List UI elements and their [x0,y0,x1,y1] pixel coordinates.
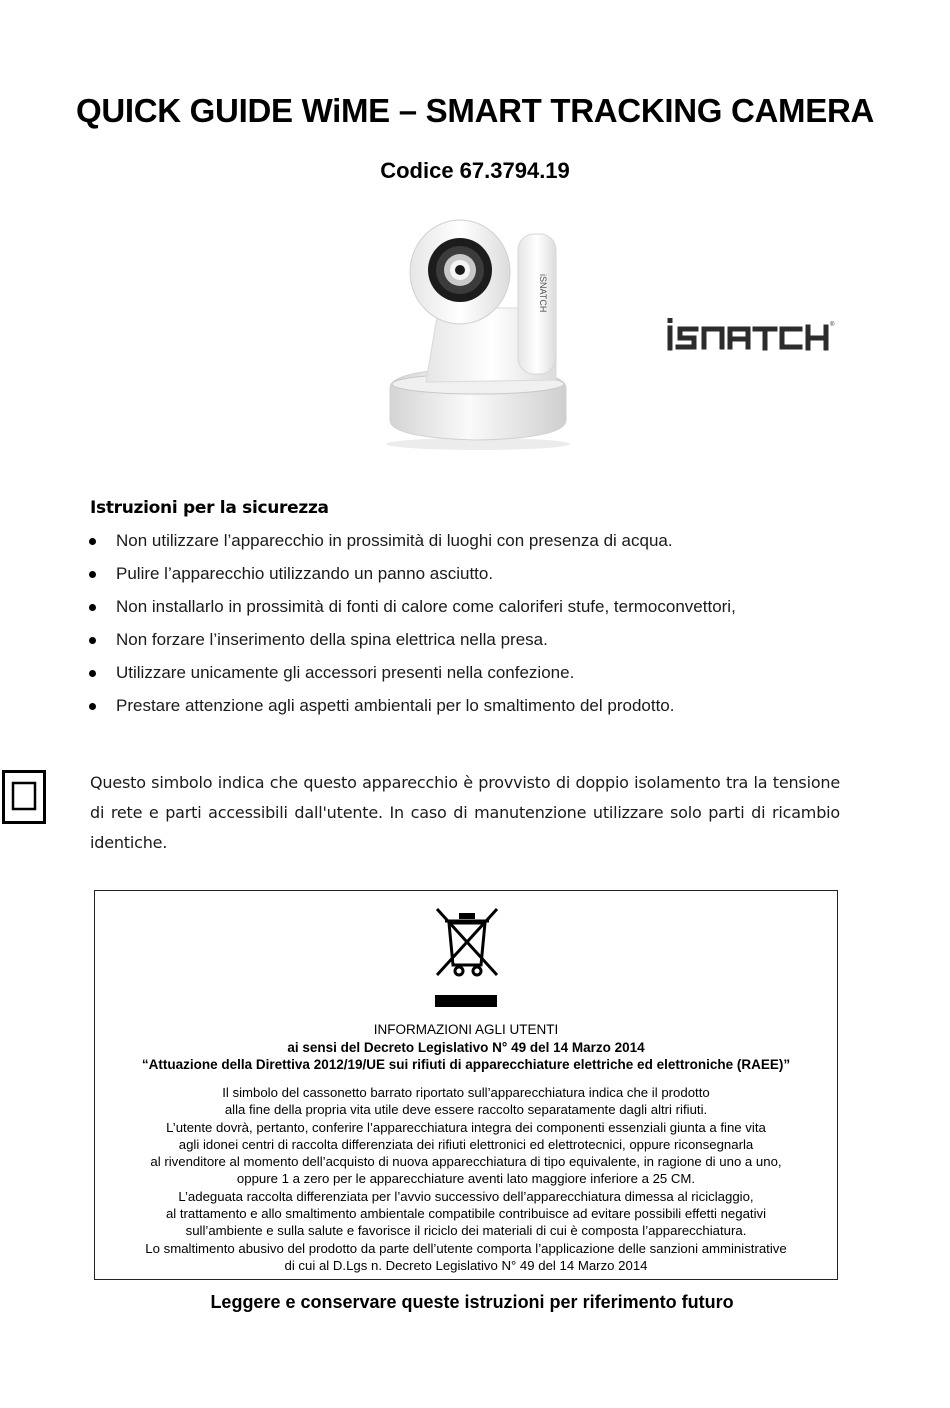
raee-decree: ai sensi del Decreto Legislativo N° 49 del 14 Marzo 2014 [287,1040,645,1055]
page-title: QUICK GUIDE WiME – SMART TRACKING CAMERA [75,92,875,129]
isnatch-logo [664,314,854,354]
safety-list [88,530,736,728]
list-item: Utilizzare unicamente gli accessori presenti nella confezione. [88,662,736,695]
raee-line: al rivenditore al momento dell’acquisto di nuova apparecchiatura di tipo equivalente, in ragione di uno a uno, [150,1154,782,1170]
svg-text:®: ® [830,322,835,328]
raee-line: sull’ambiente e sulla salute e favorisce il riciclo dei materiali di cui è composta l’apparecchiatura. [185,1223,747,1239]
double-insulation-text: Questo simbolo indica che questo apparecchio è provvisto di doppio isolamento tra la tensione di rete e parti accessibili dall'utente. In caso di manutenzione utilizzare solo parti di ricambio identiche. [90,773,840,852]
raee-line: di cui al D.Lgs n. Decreto Legislativo N° 49 del 14 Marzo 2014 [284,1257,648,1273]
raee-line: Lo smaltimento abusivo del prodotto da parte dell’utente comporta l’applicazione delle sanzioni amministrative [145,1240,787,1256]
svg-text:iSNATCH: iSNATCH [538,274,548,313]
safety-heading: Istruzioni per la sicurezza [90,498,329,518]
raee-line: oppure 1 a zero per le apparecchiature aventi lato maggiore inferiore a 25 CM. [236,1171,696,1187]
raee-body [95,1084,837,1274]
crossed-bin-icon [431,905,503,981]
raee-line: L’utente dovrà, pertanto, conferire l’apparecchiatura integra dei componenti essenziali giunta a fine vita [166,1119,766,1135]
list-item: Non installarlo in prossimità di fonti di calore come caloriferi stufe, termoconvettori, [88,596,736,629]
product-code: Codice 67.3794.19 [380,158,570,183]
raee-line: agli idonei centri di raccolta differenziata dei rifiuti elettronici ed elettrotecnici, oppure riconsegnarla [178,1136,754,1152]
raee-line: alla fine della propria vita utile deve essere raccolto separatamente dagli altri rifiuti. [224,1102,708,1118]
list-item: Non forzare l’inserimento della spina elettrica nella presa. [88,629,736,662]
raee-line: L’adeguata raccolta differenziata per l’avvio successivo dell’apparecchiatura dimessa al riciclaggio, [178,1188,754,1204]
raee-title: INFORMAZIONI AGLI UTENTI [373,1022,559,1037]
list-item: Prestare attenzione agli aspetti ambientali per lo smaltimento del prodotto. [88,695,736,728]
list-item: Pulire l’apparecchio utilizzando un panno asciutto. [88,563,736,596]
raee-directive: “Attuazione della Direttiva 2012/19/UE sui rifiuti di apparecchiature elettriche ed elettroniche (RAEE)” [141,1057,791,1072]
raee-line: Il simbolo del cassonetto barrato riportato sull’apparecchiatura indica che il prodotto [222,1085,710,1100]
camera-product-image [378,212,578,452]
list-item: Non utilizzare l’apparecchio in prossimità di luoghi con presenza di acqua. [88,530,736,563]
raee-line: al trattamento e allo smaltimento ambientale compatibile contribuisce ad evitare possibili effetti negativi [165,1206,767,1222]
double-insulation-icon [2,770,46,824]
footer-note: Leggere e conservare queste istruzioni per riferimento futuro [210,1292,734,1312]
raee-info-box [94,890,838,1280]
marking-bar [435,995,497,1007]
